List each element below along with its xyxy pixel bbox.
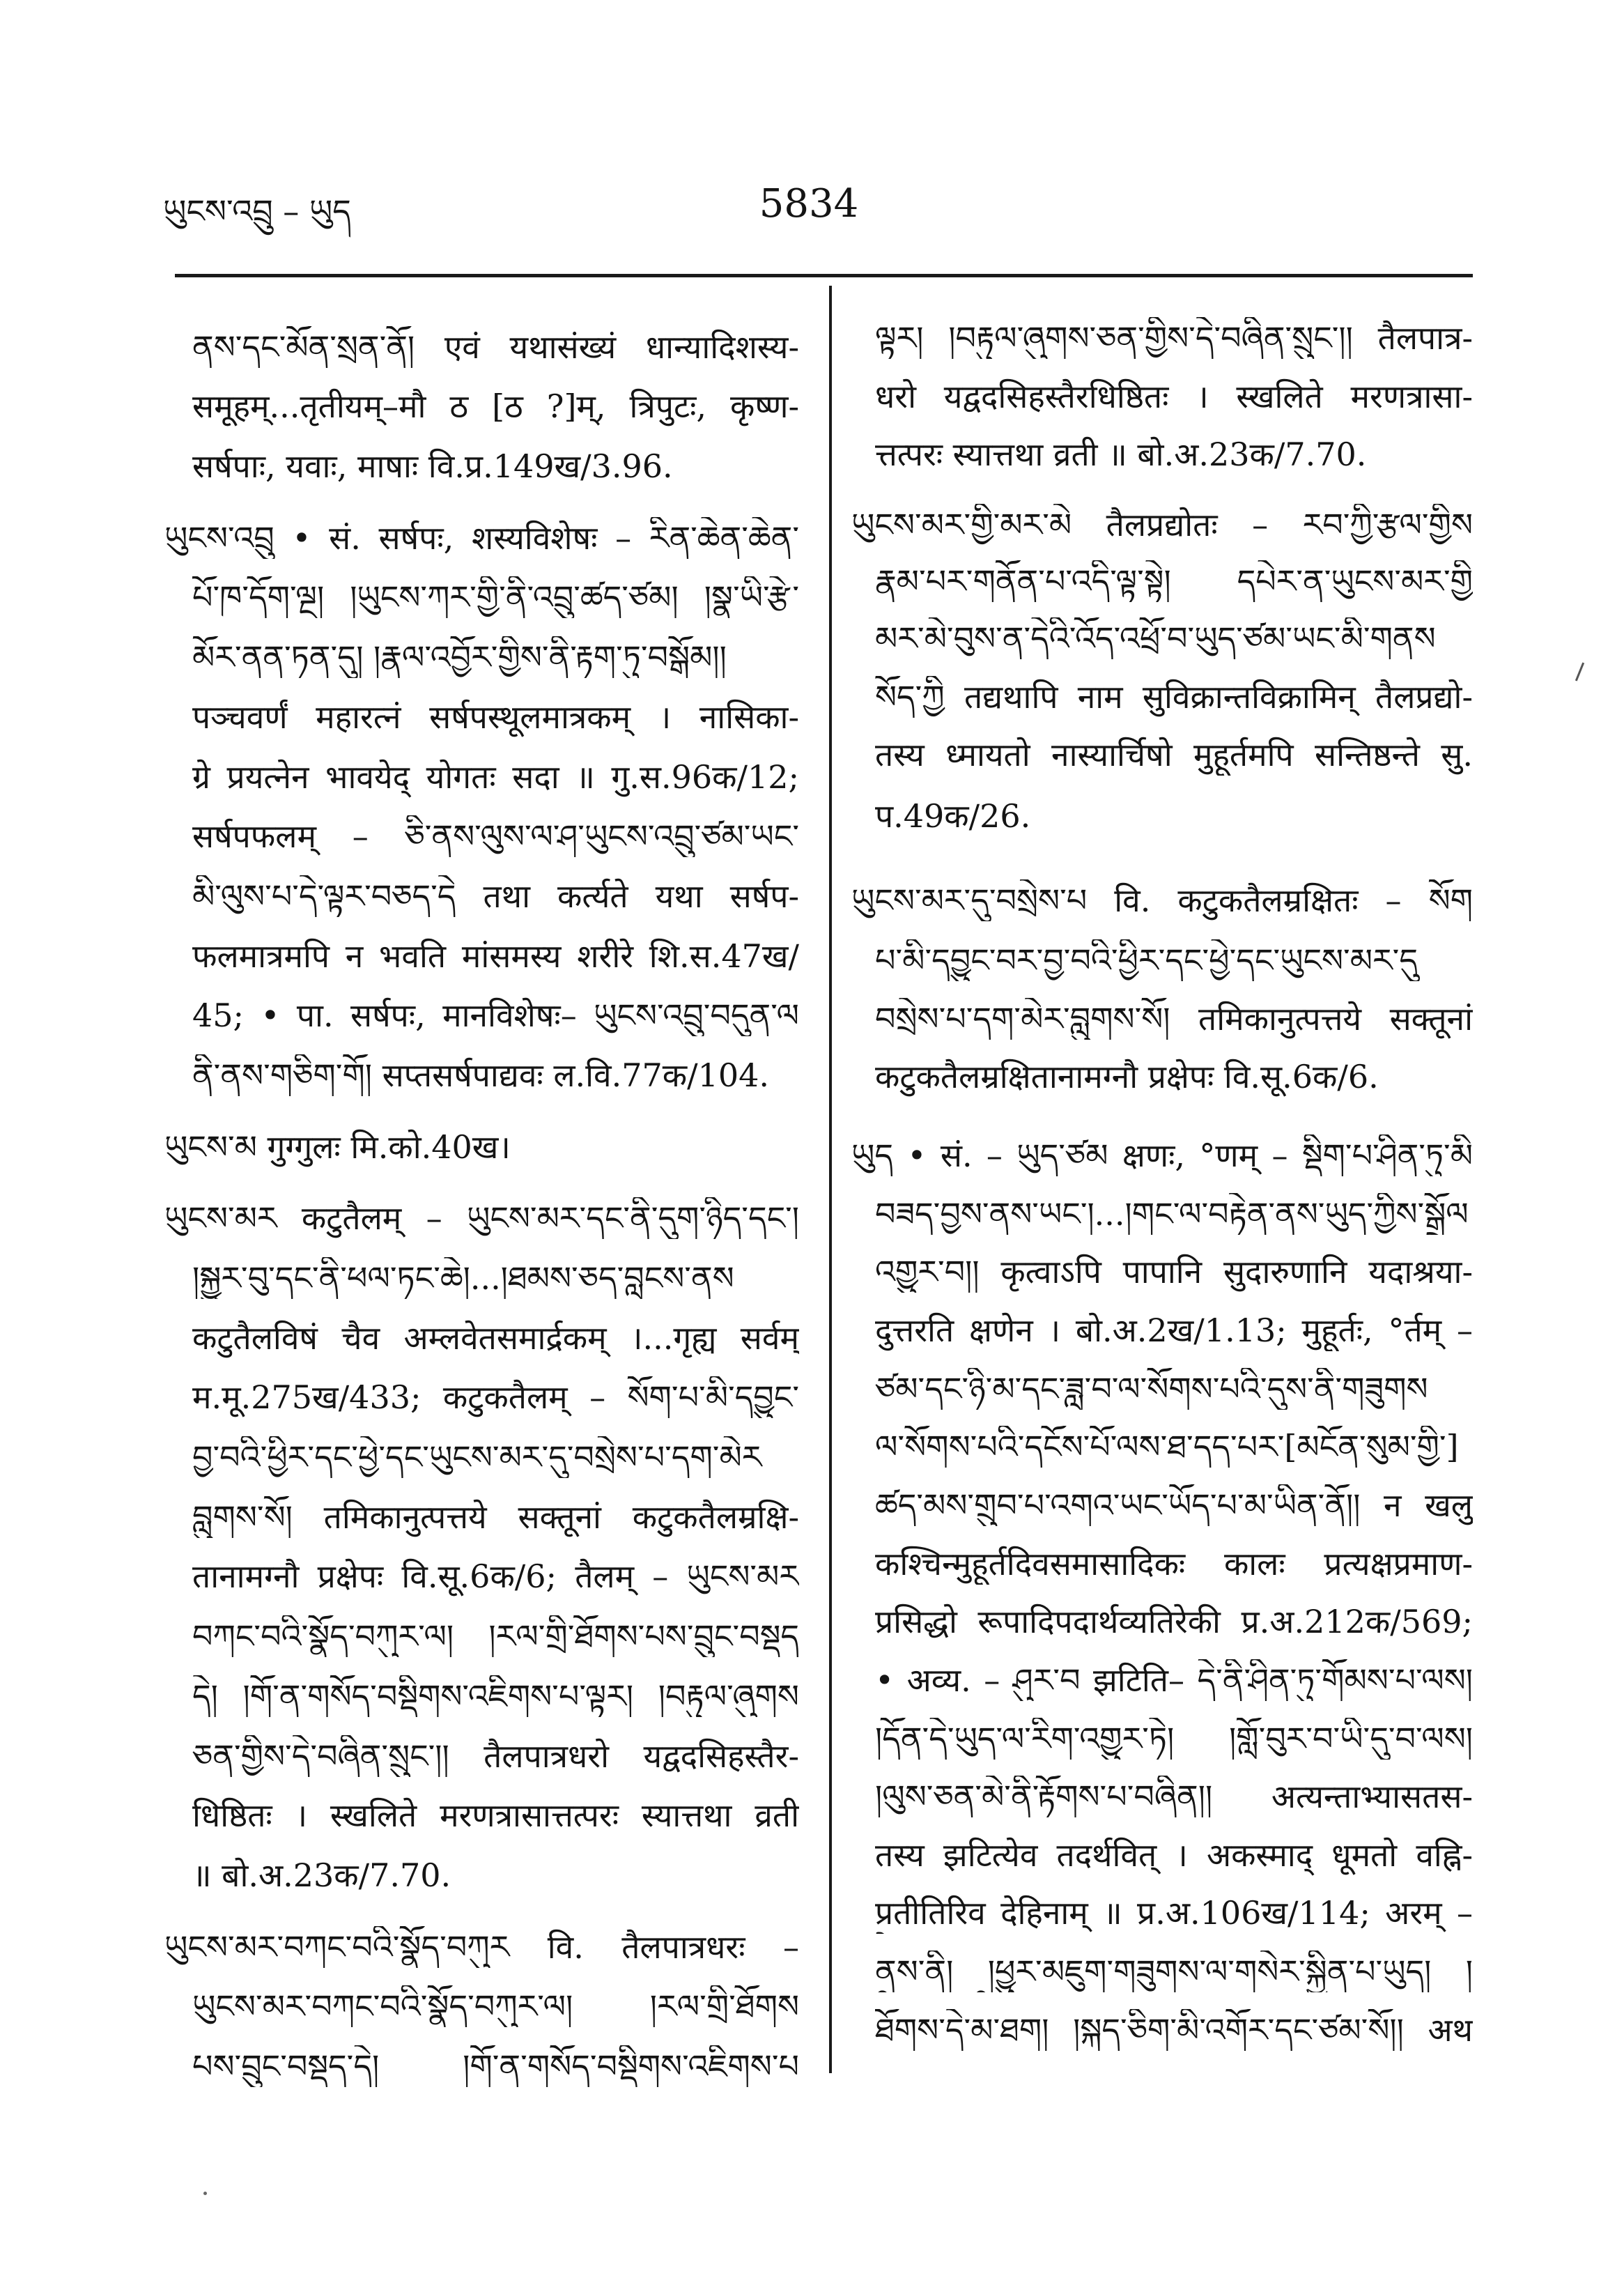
text-line: म.मू.275ख/433; कटुकतैलम् – སོག་པ་མི་དབྱུང་ [192,1378,799,1416]
text-line: प्रतीतिरिव देहिनाम् ॥ प्र.अ.106ख/114; अरम् – [875,1894,1473,1932]
text-line: ॥ बो.अ.23क/7.70. [192,1856,451,1894]
text-line: ལ་སོགས་པའི་དངོས་པོ་ལས་ཐ་དད་པར་[མངོན་སུམ་གྱི་] [875,1428,1459,1465]
text-line: བཀང་བའི་སྣོད་བཀུར་ལ། །རལ་གྲི་ཐོགས་པས་བྲུང་བསྡད [192,1617,799,1655]
text-line: सर्षपफलम् – ཅི་ནས་ལུས་ལ་ཤ་ཡུངས་འབྲུ་ཙམ་ཡང་ [192,817,799,855]
text-line: ནི་ནས་གཅིག་གོ། सप्तसर्षपाद्यवः ल.वि.77क/104. [192,1056,770,1094]
text-line: तस्य झटित्येव तदर्थवित् । अकस्माद् धूमतो वह्नि- [875,1836,1473,1874]
entry-start-line: ཡུངས་མར कटुतैलम् – ཡུངས་མར་དང་ནི་དུག་ཉིད་དང་། [164,1199,799,1237]
entry-start-line: ཡུངས་མར་དུ་བསྲེས་པ वि. कटुकतैलम्रक्षितः – སོག [851,882,1473,919]
text-line: བླུགས་སོ། तमिकानुत्पत्तये सक्तूनां कटुकतैलम्रक्षि- [192,1498,799,1536]
text-line: ཚད་མས་གྲུབ་པ་འགའ་ཡང་ཡོད་པ་མ་ཡིན་ནོ།། न खलु [875,1486,1473,1524]
text-line: धरो यद्वदसिहस्तैरधिष्ठितः । स्खलिते मरणत्रासा- [875,378,1473,415]
text-line: ཡུངས་མར་བཀང་བའི་སྣོད་བཀུར་ལ། །རལ་གྲི་ཐོགས [192,1987,799,2025]
text-line: दुत्तरति क्षणेन । बो.अ.2ख/1.13; मुहूर्तः, °र्तम् – [875,1311,1473,1349]
text-line: པ་མི་དབྱུང་བར་བྱ་བའི་ཕྱིར་དང་ཕྱེ་དང་ཡུངས་མར་དུ [875,941,1418,979]
page-number: 5834 [759,181,859,226]
text-line: བྱ་བའི་ཕྱིར་དང་ཕྱེ་དང་ཡུངས་མར་དུ་བསྲེས་པ་དག་མེར [192,1438,762,1476]
text-line: 45; • पा. सर्षपः, मानविशेषः– ཡུངས་འབྲུ་བདུན་ལ [192,997,799,1034]
text-line: तस्य ध्मायतो नास्यार्चिषो मुहूर्तमपि सन्तिष्ठन्ते सु. [875,736,1473,774]
text-line: धिष्ठितः । स्खलिते मरणत्रासात्तत्परः स्यात्तथा व्रती [192,1797,799,1834]
text-line: ནས་ནི། །ཕྱུར་མཇུག་གཟུགས་ལ་གསེར་སྐྱིན་པ་ཡུད། ། [875,1953,1473,1990]
text-line: कश्चिन्मुहूर्तदिवसमासादिकः कालः प्रत्यक्षप्रमाण- [875,1545,1473,1583]
text-line: ཅན་གྱིས་དེ་བཞིན་སྲུང༌།། तैलपात्रधरो यद्वदसिहस्तैर- [192,1737,799,1775]
text-line: སོད་ཀྱི तद्यथापि नाम सुविक्रान्तविक्रामिन् तैलप्रद्यो- [875,678,1473,716]
text-line: प्रसिद्धो रूपादिपदार्थव्यतिरेकी प्र.अ.212क/569; [875,1603,1473,1640]
entry-start-line: ཡུངས་འབྲུ • सं. सर्षपः, शस्यविशेषः – རིན་ཆེན་ཆེན་ [164,519,799,557]
entry-start-line: ཡུད • सं. – ཡུད་ཙམ क्षणः, °णम् – སྡིག་པ་ཤིན་ཏུ་མི [851,1137,1473,1174]
text-line: ལྟར། །བརྟུལ་ཞུགས་ཅན་གྱིས་དེ་བཞིན་སྲུང༌།། तैलपात्र- [875,319,1473,357]
text-line: समूहम्...तृतीयम्–मौ ठ [ठ ?]म्, त्रिपुटः, कृष्ण- [192,387,799,425]
text-line: ནས་དང་མོན་སྲན་ནོ། एवं यथासंख्यं धान्यादिशस्य- [192,328,799,366]
text-line: འགྱུར་བ།། कृत्वाऽपि पापानि सुदारुणानि यदाश्रया- [875,1253,1473,1291]
text-line: ཙམ་དང་ཉི་མ་དང་ཟླ་བ་ལ་སོགས་པའི་དུས་ནི་གཟུགས [875,1370,1428,1408]
entry-start-line: ཡུངས་མར་བཀང་བའི་སྣོད་བཀུར वि. तैलपात्रधरः – [164,1928,799,1966]
text-line: तानामग्नौ प्रक्षेपः वि.सू.6क/6; तैलम् – ཡུངས་མར [192,1557,799,1595]
text-line: त्तत्परः स्यात्तथा व्रती ॥ बो.अ.23क/7.70. [875,436,1367,473]
text-line: བསྲེས་པ་དག་མེར་བླུགས་སོ། तमिकानुत्पत्तये सक्तूनां [875,1000,1473,1038]
text-line: प.49क/26. [875,797,1031,835]
text-line: पञ्चवर्णं महारत्नं सर्षपस्थूलमात्रकम् । नासिका- [192,698,799,736]
text-line: །སྐྱུར་བུ་དང་ནི་ཕལ་ཏང་ཆེ།...།ཐམས་ཅད་བླངས་ནས [192,1259,734,1297]
running-head: ཡུངས་འབྲུ – ཡུད [163,192,351,230]
text-line: ग्रे प्रयत्नेन भावयेद् योगतः सदा ॥ गु.स.96क/12; [192,758,799,796]
text-line: །དོན་དེ་ཡུད་ལ་རིག་འགྱུར་ཏེ། །གློ་བུར་བ་ཡི་དུ་བ་ལས། [875,1720,1473,1757]
text-line: फलमात्रमपि न भवति मांसमस्य शरीरे शि.स.47ख/ [192,937,799,975]
text-line: རྣམ་པར་གནོན་པ་འདི་ལྟ་སྟེ། དཔེར་ན་ཡུངས་མར་གྱི [875,562,1473,600]
text-line: ཐོགས་དེ་མ་ཐག། །སྐད་ཅིག་མི་འགོར་དང་ཙམ་སོ།། अथ [875,2011,1473,2049]
text-line: सर्षपाः, यवाः, माषाः वि.प्र.149ख/3.96. [192,447,673,485]
entry-start-line: ཡུངས་མ गुग्गुलः मि.को.40ख। [164,1128,511,1166]
entry-start-line: ཡུངས་མར་གྱི་མར་མེ तैलप्रद्योतः – རབ་ཀྱི་རྩལ་གྱིས [851,506,1473,544]
scan-speck [203,2192,207,2195]
text-line: པས་བྲུང་བསྡད་དེ། །གོ་ན་གསོད་བསྡིགས་འཇིགས་པ [192,2047,799,2085]
text-line: དེ། །གོ་ན་གསོད་བསྡིགས་འཇིགས་པ་ལྟར། །བརྟུལ་ཞུགས [192,1677,799,1715]
text-line: །ལུས་ཅན་མེ་ནི་རྟོགས་པ་བཞིན།། अत्यन्ताभ्यासतस- [875,1778,1473,1815]
text-line: कटुकतैलम्रक्षितानामग्नौ प्रक्षेपः वि.सू.6क/6. [875,1058,1379,1095]
text-line: མར་མེ་བུས་ན་དེའི་འོད་འཕྲོ་བ་ཡུད་ཙམ་ཡང་མི་གནས [875,620,1436,657]
text-line: མི་ལུས་པ་དེ་ལྟར་བཅད་དེ तथा कर्त्यते यथा सर्षप- [192,877,799,915]
text-line: བཟད་བྱས་ནས་ཡང་།...།གང་ལ་བརྟེན་ནས་ཡུད་ཀྱིས་སྒྲོལ [875,1195,1469,1233]
text-line: कटुतैलविषं चैव अम्लवेतसमार्द्रकम् ।...गृह्य सर्वम् [192,1319,799,1357]
text-line: མོར་ནན་ཏན་དུ། །རྣལ་འབྱོར་གྱིས་ནི་རྟག་ཏུ་བསྒོམ།། [192,638,727,676]
text-line: • अव्य. – ཤུར་བ झटिति– དེ་ནི་ཤིན་ཏུ་གོམས་པ་ལས། [875,1661,1473,1699]
text-line: པོ་ཁ་དོག་ལྔ། །ཡུངས་ཀར་གྱི་ནི་འབྲུ་ཚད་ཙམ། །སྣ་ཡི་རྩེ་ [192,578,799,616]
